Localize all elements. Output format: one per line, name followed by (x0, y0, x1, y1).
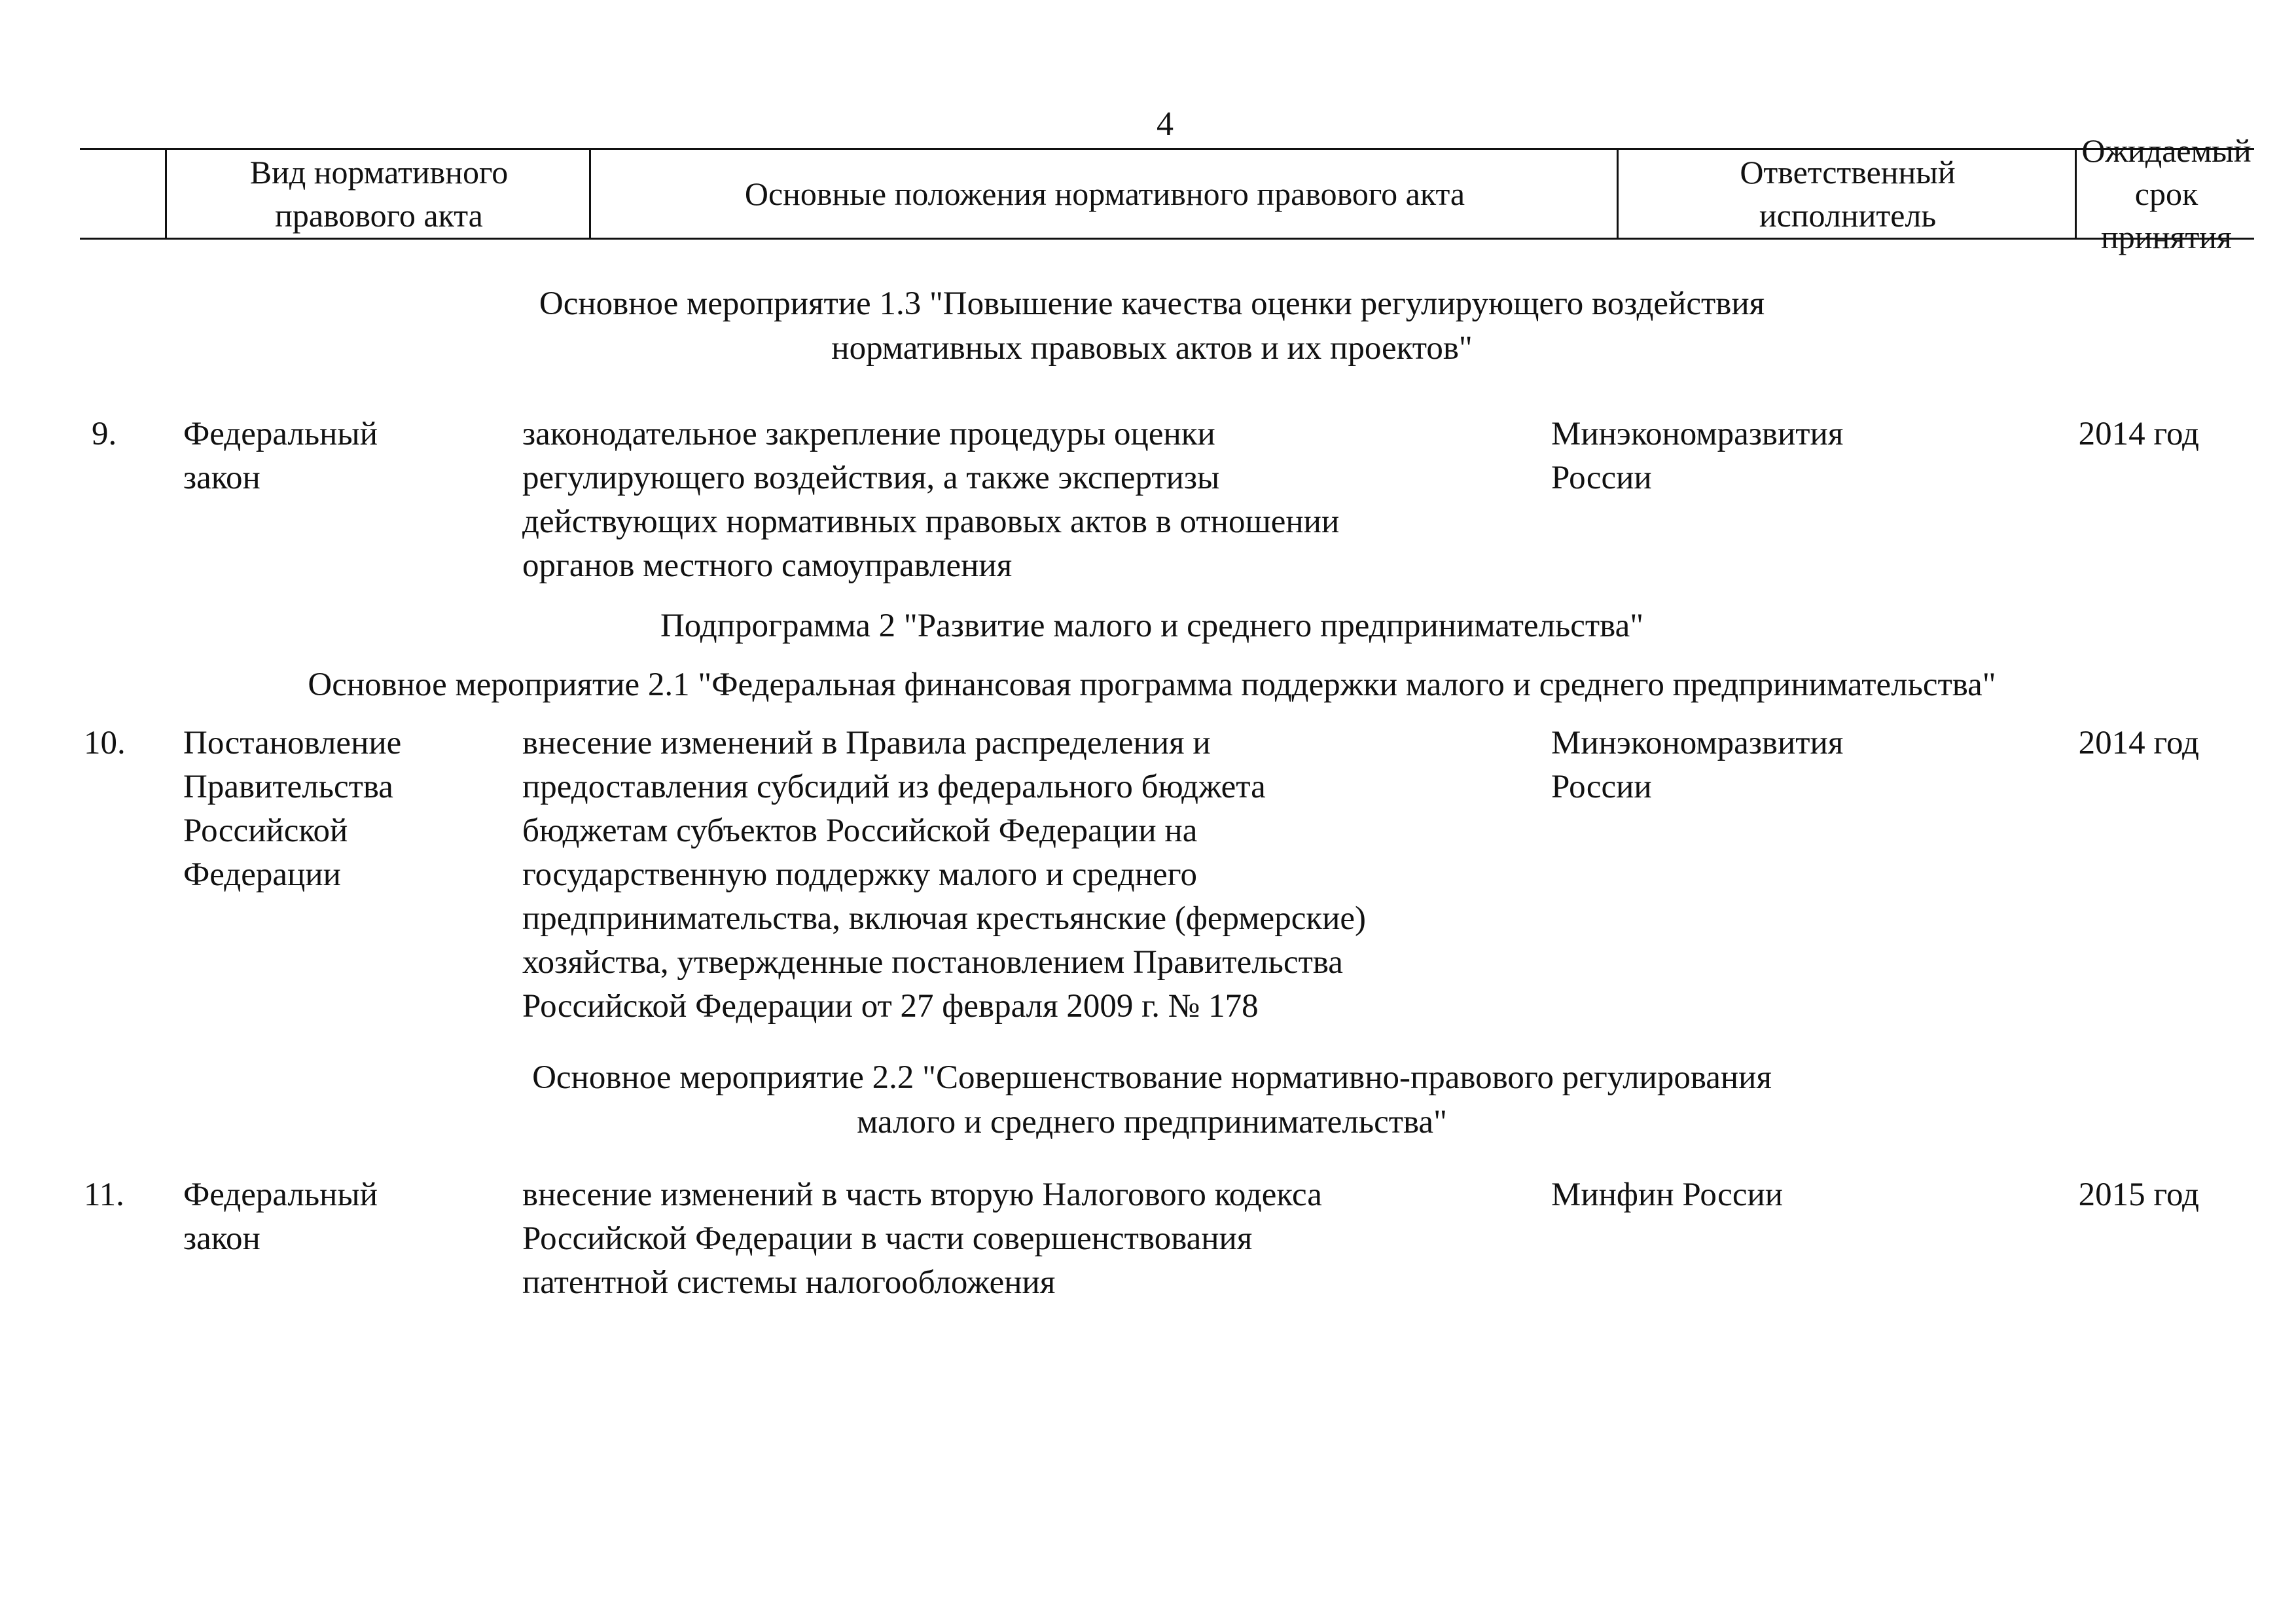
row-responsible: Минфин России (1551, 1176, 1784, 1213)
row-act-type: Федеральный закон (183, 416, 378, 496)
row-number: 11. (84, 1176, 124, 1213)
row-due-date: 2015 год (2078, 1176, 2199, 1213)
header-number-cell (80, 150, 165, 238)
header-main-provisions: Основные положения нормативного правового акта (589, 150, 1619, 238)
row-act-type: Постановление Правительства Российской Федерации (183, 725, 402, 893)
row-number: 10. (84, 725, 126, 761)
section-heading-2-2: Основное мероприятие 2.2 "Совершенствование нормативно-правового регулирования малого и среднего предпринимательства" (532, 1059, 1772, 1140)
page-number: 4 (1157, 105, 1174, 143)
row-responsible: Минэкономразвития России (1551, 725, 1844, 805)
table-header (80, 132, 2254, 255)
row-due-date: 2014 год (2078, 416, 2199, 452)
row-main-provisions: законодательное закрепление процедуры оценки регулирующего воздействия, а также экспертизы действующих нормативных правовых актов в отношении органов местного самоуправления (522, 416, 1340, 584)
row-number: 9. (92, 416, 117, 452)
row-due-date: 2014 год (2078, 725, 2199, 761)
section-heading-2-1: Основное мероприятие 2.1 "Федеральная финансовая программа поддержки малого и среднего предпринимательства" (308, 666, 1996, 703)
row-act-type: Федеральный закон (183, 1176, 378, 1257)
subprogram-heading-2: Подпрограмма 2 "Развитие малого и среднего предпринимательства" (660, 608, 1644, 644)
header-responsible: Ответственный исполнитель (1617, 150, 2077, 238)
row-main-provisions: внесение изменений в часть вторую Налогового кодекса Российской Федерации в части совершенствования патентной системы налогообложения (522, 1176, 1322, 1301)
row-main-provisions: внесение изменений в Правила распределения и предоставления субсидий из федерального бюджета бюджетам субъектов Российской Федерации на государственную поддержку малого и среднего предпринимательства, включая крестьянские (фермерские) хозяйства, утвержденные постановлением Правительства Российской Федерации от 27 февраля 2009 г. № 178 (522, 725, 1367, 1025)
section-heading-1-3: Основное мероприятие 1.3 "Повышение качества оценки регулирующего воздействия нормативных правовых актов и их проектов" (539, 285, 1765, 367)
row-responsible: Минэкономразвития России (1551, 416, 1844, 496)
header-due-date: Ожидаемый срок принятия (2075, 150, 2256, 238)
header-act-type: Вид нормативного правового акта (165, 150, 591, 238)
